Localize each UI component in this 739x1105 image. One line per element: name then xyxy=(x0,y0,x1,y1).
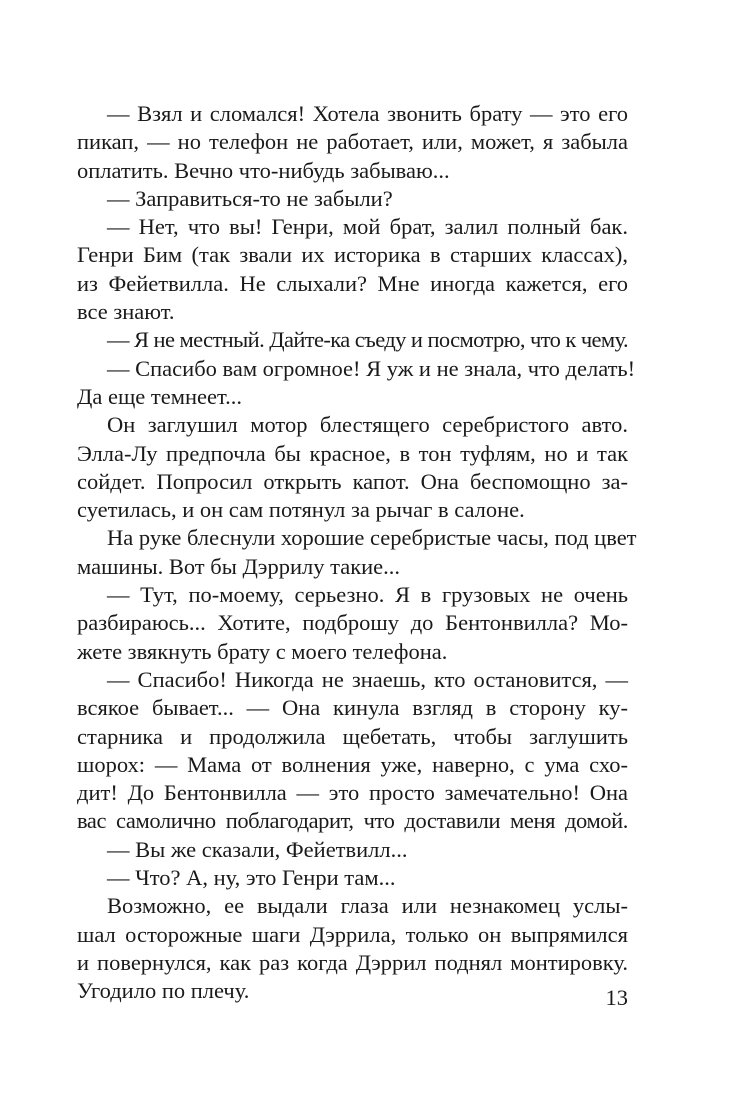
text-line: и повернулся, как раз когда Дэррил поднял монтировку. xyxy=(77,949,628,975)
text-line: — Взял и сломался! Хотела звонить брату — это его xyxy=(107,101,628,126)
text-line: — Нет, что вы! Генри, мой брат, залил полный бак. xyxy=(107,214,628,240)
text-line: — Спасибо вам огромное! Я уж и не знала, что делать! xyxy=(107,355,636,381)
body-text xyxy=(77,100,637,1006)
text-line: Генри Бим (так звали их историка в старших классах), xyxy=(77,242,628,268)
text-line: Угодило по плечу. xyxy=(77,978,250,1004)
text-line: шорох: — Мама от волнения уже, наверно, с ума схо- xyxy=(77,751,628,777)
text-line: оплатить. Вечно что-нибудь забываю... xyxy=(77,157,450,183)
text-line: вас самолично поблагодарит, что доставили меня домой. xyxy=(77,808,628,834)
page-number: 13 xyxy=(605,985,628,1010)
text-line: — Спасибо! Никогда не знаешь, кто остановится, — xyxy=(107,666,628,692)
text-line: всякое бывает... — Она кинула взгляд в сторону ку- xyxy=(77,695,628,721)
text-line: Элла-Лу предпочла бы красное, в тон туфлям, но и так xyxy=(77,440,628,466)
text-line: шал осторожные шаги Дэррила, только он выпрямился xyxy=(77,921,628,947)
text-line: из Фейетвилла. Не слыхали? Мне иногда кажется, его xyxy=(77,270,628,296)
text-line: машины. Вот бы Дэррилу такие... xyxy=(77,553,401,579)
text-line: жете звякнуть брату с моего телефона. xyxy=(77,638,448,664)
text-line: — Заправиться-то не забыли? xyxy=(107,185,393,211)
text-line: — Тут, по-моему, серьезно. Я в грузовых не очень xyxy=(107,582,628,608)
text-line: все знают. xyxy=(77,299,175,325)
text-line: На руке блеснули хорошие серебристые часы, под цвет xyxy=(107,525,637,551)
text-line: старника и продолжила щебетать, чтобы заглушить xyxy=(77,723,628,749)
text-line: пикап, — но телефон не работает, или, может, я забыла xyxy=(77,129,628,155)
text-line: Возможно, ее выдали глаза или незнакомец услы- xyxy=(107,893,628,919)
text-line: Он заглушил мотор блестящего серебристого авто. xyxy=(107,412,628,438)
text-line: сойдет. Попросил открыть капот. Она беспомощно за- xyxy=(77,468,628,494)
text-line: Да еще темнеет... xyxy=(77,383,242,409)
text-line: — Я не местный. Дайте-ка съеду и посмотрю, что к чему. xyxy=(107,327,628,353)
text-line: — Вы же сказали, Фейетвилл... xyxy=(107,836,408,862)
text-line: разбираюсь... Хотите, подброшу до Бентонвилла? Мо- xyxy=(77,610,628,636)
text-line: — Что? А, ну, это Генри там... xyxy=(107,865,396,891)
text-line: дит! До Бентонвилла — это просто замечательно! Она xyxy=(77,780,628,806)
text-line: суетилась, и он сам потянул за рычаг в салоне. xyxy=(77,497,525,523)
